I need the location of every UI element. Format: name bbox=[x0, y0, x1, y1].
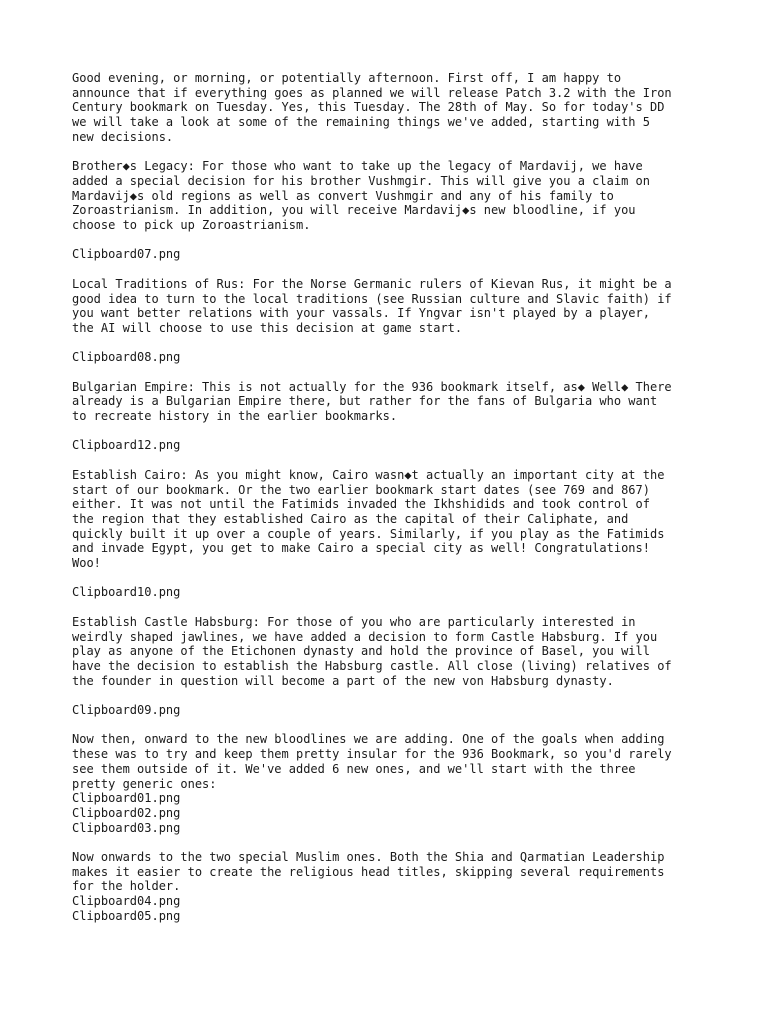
text-line: Establish Castle Habsburg: For those of you who are particularly interested in bbox=[72, 614, 636, 629]
text-line: these was to try and keep them pretty insular for the 936 Bookmark, so you'd rarely bbox=[72, 747, 672, 762]
paragraph bbox=[72, 380, 712, 424]
paragraph bbox=[72, 277, 712, 336]
text-line: Woo! bbox=[72, 556, 101, 571]
text-line: Local Traditions of Rus: For the Norse Germanic rulers of Kievan Rus, it might be a bbox=[72, 276, 672, 291]
text-line: start of our bookmark. Or the two earlier bookmark start dates (see 769 and 867) bbox=[72, 482, 650, 497]
text-line: Clipboard03.png bbox=[72, 820, 181, 835]
text-line: Century bookmark on Tuesday. Yes, this Tuesday. The 28th of May. So for today's DD bbox=[72, 100, 665, 115]
text-line: either. It was not until the Fatimids invaded the Ikhshidids and took control of bbox=[72, 497, 650, 512]
paragraph bbox=[72, 615, 712, 689]
text-line: Brother◆s Legacy: For those who want to take up the legacy of Mardavij, we have bbox=[72, 159, 643, 174]
text-line: weirdly shaped jawlines, we have added a decision to form Castle Habsburg. If you bbox=[72, 629, 658, 644]
text-line: Mardavij◆s old regions as well as convert Vushmgir and any of his family to bbox=[72, 188, 614, 203]
paragraph bbox=[72, 468, 712, 571]
text-line: Now onwards to the two special Muslim ones. Both the Shia and Qarmatian Leadership bbox=[72, 850, 665, 865]
text-line: Clipboard04.png bbox=[72, 894, 181, 909]
text-line: Good evening, or morning, or potentially afternoon. First off, I am happy to bbox=[72, 71, 622, 85]
text-line: Clipboard08.png bbox=[72, 350, 181, 365]
text-line: Clipboard09.png bbox=[72, 703, 181, 718]
text-line: Clipboard05.png bbox=[72, 908, 181, 923]
paragraph bbox=[72, 732, 712, 835]
paragraph bbox=[72, 585, 712, 600]
text-line: we will take a look at some of the remaining things we've added, starting with 5 bbox=[72, 115, 650, 130]
paragraph bbox=[72, 703, 712, 718]
text-line: good idea to turn to the local traditions (see Russian culture and Slavic faith) if bbox=[72, 291, 672, 306]
paragraph bbox=[72, 350, 712, 365]
text-line: Zoroastrianism. In addition, you will receive Mardavij◆s new bloodline, if you bbox=[72, 203, 636, 218]
paragraph bbox=[72, 71, 712, 145]
text-line: Clipboard02.png bbox=[72, 805, 181, 820]
text-line: announce that if everything goes as planned we will release Patch 3.2 with the Iron bbox=[72, 85, 672, 100]
text-line: choose to pick up Zoroastrianism. bbox=[72, 218, 311, 233]
paragraph bbox=[72, 247, 712, 262]
paragraph bbox=[72, 850, 712, 924]
text-line: the region that they established Cairo as the capital of their Caliphate, and bbox=[72, 511, 629, 526]
text-line: Now then, onward to the new bloodlines we are adding. One of the goals when adding bbox=[72, 732, 665, 747]
text-line: pretty generic ones: bbox=[72, 776, 217, 791]
document-page bbox=[72, 71, 712, 924]
text-line: Clipboard07.png bbox=[72, 247, 181, 262]
text-line: the AI will choose to use this decision at game start. bbox=[72, 320, 463, 335]
paragraph bbox=[72, 438, 712, 453]
text-line: Bulgarian Empire: This is not actually for the 936 bookmark itself, as◆ Well◆ There bbox=[72, 379, 672, 394]
text-line: Clipboard10.png bbox=[72, 585, 181, 600]
text-line: see them outside of it. We've added 6 new ones, and we'll start with the three bbox=[72, 761, 636, 776]
text-line: makes it easier to create the religious head titles, skipping several requirements bbox=[72, 864, 665, 879]
text-line: to recreate history in the earlier bookmarks. bbox=[72, 409, 398, 424]
text-line: Establish Cairo: As you might know, Cairo wasn◆t actually an important city at the bbox=[72, 467, 665, 482]
text-line: quickly built it up over a couple of years. Similarly, if you play as the Fatimids bbox=[72, 526, 665, 541]
paragraph bbox=[72, 159, 712, 233]
text-line: have the decision to establish the Habsburg castle. All close (living) relatives of bbox=[72, 658, 672, 673]
text-line: the founder in question will become a part of the new von Habsburg dynasty. bbox=[72, 673, 614, 688]
text-line: Clipboard12.png bbox=[72, 438, 181, 453]
text-line: new decisions. bbox=[72, 129, 174, 144]
text-line: for the holder. bbox=[72, 879, 181, 894]
text-line: and invade Egypt, you get to make Cairo a special city as well! Congratulations! bbox=[72, 541, 650, 556]
text-line: you want better relations with your vassals. If Yngvar isn't played by a player, bbox=[72, 306, 650, 321]
text-line: added a special decision for his brother Vushmgir. This will give you a claim on bbox=[72, 173, 650, 188]
text-line: already is a Bulgarian Empire there, but rather for the fans of Bulgaria who want bbox=[72, 394, 658, 409]
text-line: play as anyone of the Etichonen dynasty and hold the province of Basel, you will bbox=[72, 644, 650, 659]
text-line: Clipboard01.png bbox=[72, 791, 181, 806]
